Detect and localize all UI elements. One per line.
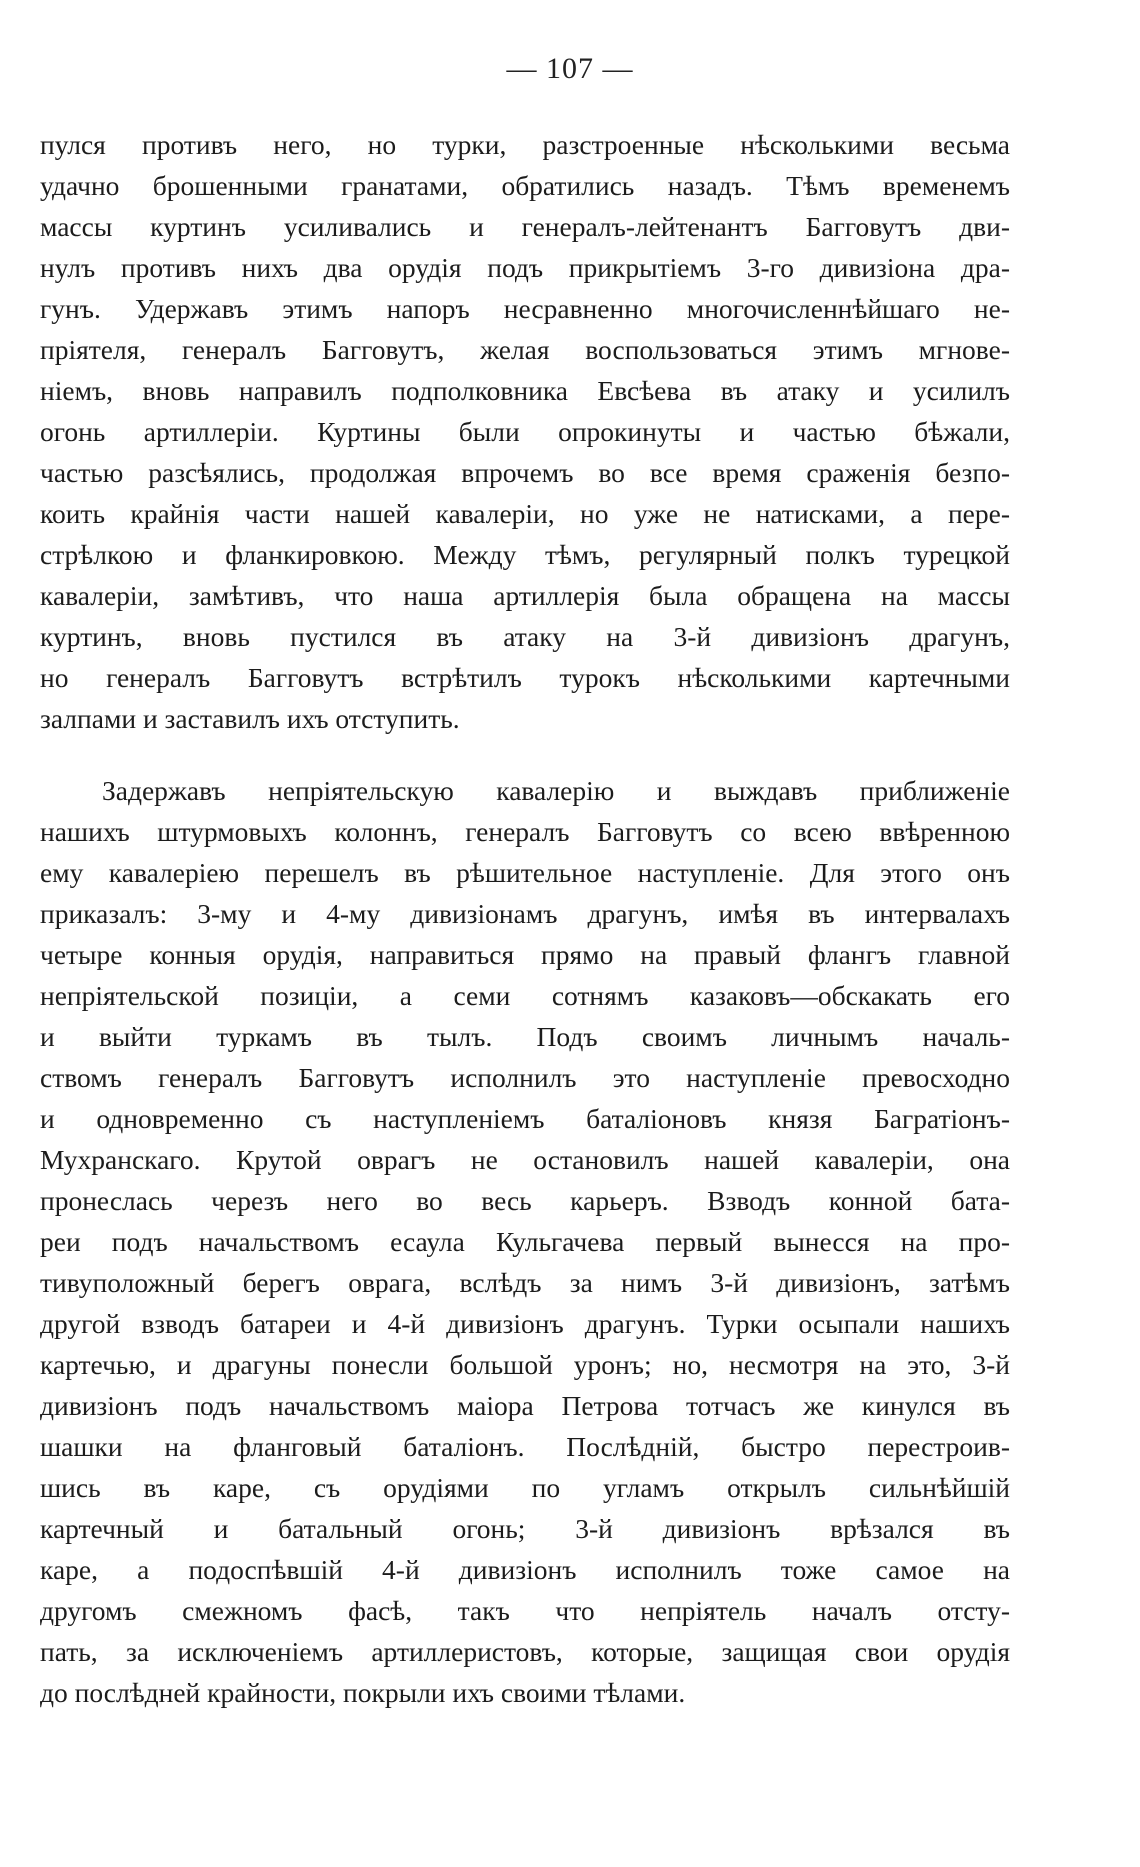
text-line: кавалеріи, замѣтивъ, что наша артиллерія была обращена на массы (40, 580, 1010, 611)
paragraph (40, 124, 1010, 739)
text-line: стрѣлкою и фланкировкою. Между тѣмъ, регулярный полкъ турецкой (40, 539, 1010, 570)
text-line: ему кавалеріею перешелъ въ рѣшительное наступленіе. Для этого онъ (40, 857, 1010, 888)
text-line: Мухранскаго. Крутой оврагъ не остановилъ нашей кавалеріи, она (40, 1144, 1010, 1175)
text-line: пать, за исключеніемъ артиллеристовъ, которые, защищая свои орудія (40, 1636, 1010, 1667)
text-line: тивуположный берегъ оврага, вслѣдъ за нимъ 3-й дивизіонъ, затѣмъ (40, 1267, 1010, 1298)
text-line: удачно брошенными гранатами, обратились назадъ. Тѣмъ временемъ (40, 170, 1010, 201)
text-line: четыре конныя орудія, направиться прямо на правый флангъ главной (40, 939, 1010, 970)
text-line: шашки на фланговый баталіонъ. Послѣдній, быстро перестроив- (40, 1431, 1010, 1462)
text-line: нашихъ штурмовыхъ колоннъ, генералъ Багговутъ со всею ввѣренною (40, 816, 1010, 847)
text-line: другомъ смежномъ фасѣ, такъ что непріятель началъ отсту- (40, 1595, 1010, 1626)
text-line: и одновременно съ наступленіемъ баталіоновъ князя Багратіонъ- (40, 1103, 1010, 1134)
text-line: дивизіонъ подъ начальствомъ маіора Петрова тотчасъ же кинулся въ (40, 1390, 1010, 1421)
text-line: картечный и батальный огонь; 3-й дивизіонъ врѣзался въ (40, 1513, 1010, 1544)
text-line: ніемъ, вновь направилъ подполковника Евсѣева въ атаку и усилилъ (40, 375, 1010, 406)
text-line: массы куртинъ усиливались и генералъ-лейтенантъ Багговутъ дви- (40, 211, 1010, 242)
text-line: другой взводъ батареи и 4-й дивизіонъ драгунъ. Турки осыпали нашихъ (40, 1308, 1010, 1339)
text-line: картечью, и драгуны понесли большой уронъ; но, несмотря на это, 3-й (40, 1349, 1010, 1380)
text-line: но генералъ Багговутъ встрѣтилъ турокъ нѣсколькими картечными (40, 662, 1010, 693)
text-line: пулся противъ него, но турки, разстроенные нѣсколькими весьма (40, 129, 1010, 160)
page-body-text (40, 124, 1010, 1713)
text-line: частью разсѣялись, продолжая впрочемъ во все время сраженія безпо- (40, 457, 1010, 488)
paragraph-gap (40, 739, 1010, 770)
text-line: каре, а подоспѣвшій 4-й дивизіонъ исполнилъ тоже самое на (40, 1554, 1010, 1585)
text-line: реи подъ начальствомъ есаула Кульгачева первый вынесся на про- (40, 1226, 1010, 1257)
text-line: ствомъ генералъ Багговутъ исполнилъ это наступленіе превосходно (40, 1062, 1010, 1093)
text-line: непріятельской позиціи, а семи сотнямъ казаковъ—обскакать его (40, 980, 1010, 1011)
text-line: пронеслась черезъ него во весь карьеръ. Взводъ конной бата- (40, 1185, 1010, 1216)
text-line: и выйти туркамъ въ тылъ. Подъ своимъ личнымъ началь- (40, 1021, 1010, 1052)
text-line: коить крайнія части нашей кавалеріи, но уже не натисками, а пере- (40, 498, 1010, 529)
text-line: пріятеля, генералъ Багговутъ, желая воспользоваться этимъ мгнове- (40, 334, 1010, 365)
page-number: — 107 — (506, 52, 634, 85)
text-line: нулъ противъ нихъ два орудія подъ прикрытіемъ 3-го дивизіона дра- (40, 252, 1010, 283)
text-line: Задержавъ непріятельскую кавалерію и выждавъ приближеніе (102, 775, 1010, 806)
text-line: залпами и заставилъ ихъ отступить. (40, 703, 460, 734)
text-line: приказалъ: 3-му и 4-му дивизіонамъ драгунъ, имѣя въ интервалахъ (40, 898, 1010, 929)
text-line: гунъ. Удержавъ этимъ напоръ несравненно многочисленнѣйшаго не- (40, 293, 1010, 324)
text-line: огонь артиллеріи. Куртины были опрокинуты и частью бѣжали, (40, 416, 1010, 447)
text-line: шись въ каре, съ орудіями по угламъ открылъ сильнѣйшій (40, 1472, 1010, 1503)
text-line: куртинъ, вновь пустился въ атаку на 3-й дивизіонъ драгунъ, (40, 621, 1010, 652)
text-line: до послѣдней крайности, покрыли ихъ своими тѣлами. (40, 1677, 686, 1708)
paragraph (40, 770, 1010, 1713)
